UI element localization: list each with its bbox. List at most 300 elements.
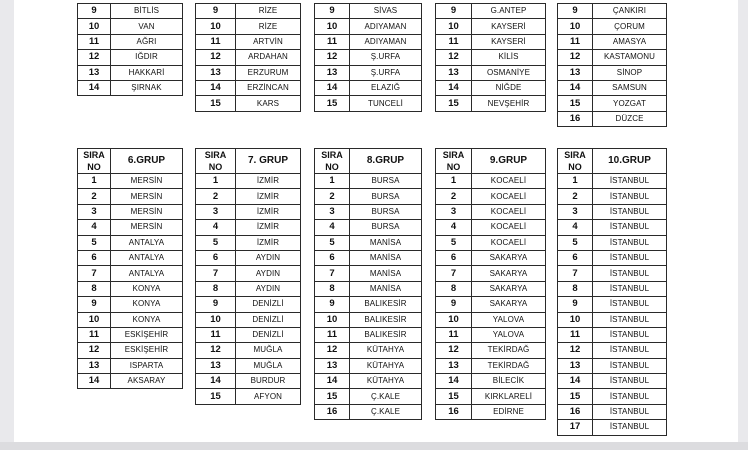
- row-number: 8: [315, 281, 350, 296]
- city-name: İSTANBUL: [593, 404, 667, 419]
- table-row: [558, 111, 667, 126]
- group-table-9: [435, 148, 546, 420]
- table-row: [558, 389, 667, 404]
- row-number: 5: [558, 235, 593, 250]
- row-number: 9: [196, 4, 236, 19]
- city-name: İSTANBUL: [593, 420, 667, 435]
- row-number: 2: [436, 189, 472, 204]
- table-row: [315, 80, 422, 95]
- table-row: [78, 65, 183, 80]
- table-row: [196, 204, 301, 219]
- city-name: KOCAELİ: [472, 174, 546, 189]
- row-number: 7: [315, 266, 350, 281]
- row-number: 6: [78, 250, 111, 265]
- row-number: 12: [436, 50, 472, 65]
- table-row: [558, 65, 667, 80]
- row-number: 12: [315, 50, 350, 65]
- page-bottom-edge: [0, 442, 748, 450]
- row-number: 12: [558, 50, 593, 65]
- row-number: 2: [558, 189, 593, 204]
- table-row: [558, 374, 667, 389]
- row-number: 9: [436, 297, 472, 312]
- row-number: 15: [558, 96, 593, 111]
- row-number: 13: [196, 358, 236, 373]
- city-name: İSTANBUL: [593, 343, 667, 358]
- sira-no-header: [315, 149, 350, 174]
- city-name: AYDIN: [236, 281, 301, 296]
- table-row: [78, 80, 183, 95]
- city-name: AFYON: [236, 389, 301, 404]
- group-rows: [315, 174, 422, 420]
- group-header: [436, 149, 546, 174]
- city-name: YOZGAT: [593, 96, 667, 111]
- table-row: [436, 189, 546, 204]
- group-title: 7. GRUP: [236, 149, 301, 174]
- group-rows: [315, 4, 422, 112]
- row-number: 8: [436, 281, 472, 296]
- city-name: KOCAELİ: [472, 220, 546, 235]
- table-row: [78, 266, 183, 281]
- row-number: 15: [196, 389, 236, 404]
- row-number: 6: [315, 250, 350, 265]
- group-rows: [558, 174, 667, 436]
- city-name: BURSA: [350, 204, 422, 219]
- city-name: DÜZCE: [593, 111, 667, 126]
- row-number: 12: [78, 343, 111, 358]
- table-row: [78, 235, 183, 250]
- row-number: 1: [196, 174, 236, 189]
- row-number: 11: [78, 327, 111, 342]
- city-name: İSTANBUL: [593, 281, 667, 296]
- city-name: MERSİN: [111, 220, 183, 235]
- city-name: DENİZLİ: [236, 327, 301, 342]
- row-number: 11: [436, 34, 472, 49]
- city-name: ELAZIĞ: [350, 80, 422, 95]
- table-row: [436, 96, 546, 111]
- row-number: 6: [196, 250, 236, 265]
- row-number: 15: [558, 389, 593, 404]
- city-name: BALIKESİR: [350, 297, 422, 312]
- row-number: 7: [78, 266, 111, 281]
- row-number: 10: [78, 19, 111, 34]
- table-row: [196, 297, 301, 312]
- row-number: 16: [558, 404, 593, 419]
- row-number: 10: [315, 312, 350, 327]
- table-row: [196, 312, 301, 327]
- table-row: [315, 96, 422, 111]
- city-name: MERSİN: [111, 174, 183, 189]
- row-number: 16: [558, 111, 593, 126]
- city-name: SAKARYA: [472, 297, 546, 312]
- no-label: NO: [325, 162, 339, 172]
- table-row: [315, 220, 422, 235]
- table-row: [558, 420, 667, 435]
- row-number: 2: [315, 189, 350, 204]
- table-row: [78, 4, 183, 19]
- row-number: 3: [558, 204, 593, 219]
- row-number: 6: [436, 250, 472, 265]
- table-row: [558, 404, 667, 419]
- row-number: 9: [196, 297, 236, 312]
- city-name: TEKİRDAĞ: [472, 343, 546, 358]
- sira-no-header: [196, 149, 236, 174]
- group-header: [315, 149, 422, 174]
- city-name: KİLİS: [472, 50, 546, 65]
- sira-no-header: [436, 149, 472, 174]
- row-number: 11: [558, 34, 593, 49]
- city-name: VAN: [111, 19, 183, 34]
- row-number: 3: [436, 204, 472, 219]
- city-name: İSTANBUL: [593, 220, 667, 235]
- group-table-top-1: [77, 3, 183, 96]
- city-name: SAKARYA: [472, 250, 546, 265]
- table-row: [558, 266, 667, 281]
- row-number: 9: [78, 4, 111, 19]
- table-row: [196, 96, 301, 111]
- sira-label: SIRA: [564, 150, 586, 160]
- city-name: KASTAMONU: [593, 50, 667, 65]
- row-number: 14: [315, 374, 350, 389]
- table-row: [78, 358, 183, 373]
- city-name: SAKARYA: [472, 266, 546, 281]
- city-name: RİZE: [236, 4, 301, 19]
- group-rows: [78, 4, 183, 96]
- row-number: 1: [78, 174, 111, 189]
- row-number: 15: [315, 96, 350, 111]
- row-number: 16: [436, 404, 472, 419]
- row-number: 14: [196, 374, 236, 389]
- table-row: [78, 374, 183, 389]
- city-name: ÇANKIRI: [593, 4, 667, 19]
- row-number: 14: [558, 80, 593, 95]
- city-name: IĞDIR: [111, 50, 183, 65]
- table-row: [558, 204, 667, 219]
- city-name: SAMSUN: [593, 80, 667, 95]
- city-name: KOCAELİ: [472, 235, 546, 250]
- row-number: 16: [315, 404, 350, 419]
- table-row: [78, 34, 183, 49]
- sira-no-header: [558, 149, 593, 174]
- city-name: ESKİŞEHİR: [111, 327, 183, 342]
- sira-label: SIRA: [204, 150, 227, 160]
- city-name: AKSARAY: [111, 374, 183, 389]
- city-name: İSTANBUL: [593, 389, 667, 404]
- city-name: BURSA: [350, 220, 422, 235]
- table-row: [315, 389, 422, 404]
- table-row: [558, 220, 667, 235]
- group-title: 6.GRUP: [111, 149, 183, 174]
- city-name: AĞRI: [111, 34, 183, 49]
- row-number: 10: [315, 19, 350, 34]
- table-row: [436, 4, 546, 19]
- table-row: [436, 266, 546, 281]
- row-number: 10: [558, 19, 593, 34]
- city-name: RİZE: [236, 19, 301, 34]
- city-name: ARDAHAN: [236, 50, 301, 65]
- table-row: [315, 343, 422, 358]
- city-name: BURDUR: [236, 374, 301, 389]
- row-number: 13: [196, 65, 236, 80]
- row-number: 4: [196, 220, 236, 235]
- row-number: 9: [315, 297, 350, 312]
- table-row: [315, 374, 422, 389]
- city-name: İZMİR: [236, 189, 301, 204]
- row-number: 8: [196, 281, 236, 296]
- city-name: EDİRNE: [472, 404, 546, 419]
- city-name: ERZURUM: [236, 65, 301, 80]
- no-label: NO: [568, 162, 582, 172]
- table-row: [315, 281, 422, 296]
- no-label: NO: [87, 162, 101, 172]
- city-name: İSTANBUL: [593, 312, 667, 327]
- city-name: MUĞLA: [236, 358, 301, 373]
- city-name: ADIYAMAN: [350, 34, 422, 49]
- city-name: İSTANBUL: [593, 374, 667, 389]
- row-number: 1: [436, 174, 472, 189]
- group-rows: [436, 174, 546, 420]
- sira-label: SIRA: [321, 150, 343, 160]
- city-name: HAKKARİ: [111, 65, 183, 80]
- row-number: 5: [315, 235, 350, 250]
- table-row: [196, 174, 301, 189]
- row-number: 12: [436, 343, 472, 358]
- table-row: [436, 312, 546, 327]
- table-row: [196, 220, 301, 235]
- city-name: BİLECİK: [472, 374, 546, 389]
- city-name: ISPARTA: [111, 358, 183, 373]
- table-row: [78, 250, 183, 265]
- city-name: İZMİR: [236, 204, 301, 219]
- row-number: 9: [558, 4, 593, 19]
- row-number: 5: [436, 235, 472, 250]
- row-number: 14: [78, 374, 111, 389]
- row-number: 15: [436, 96, 472, 111]
- group-table-top-2: [195, 3, 301, 112]
- table-row: [196, 374, 301, 389]
- city-name: KAYSERİ: [472, 34, 546, 49]
- city-name: MANİSA: [350, 281, 422, 296]
- table-row: [558, 19, 667, 34]
- group-rows: [196, 4, 301, 112]
- city-name: İSTANBUL: [593, 189, 667, 204]
- city-name: NEVŞEHİR: [472, 96, 546, 111]
- table-row: [196, 235, 301, 250]
- row-number: 11: [78, 34, 111, 49]
- row-number: 7: [196, 266, 236, 281]
- table-row: [315, 34, 422, 49]
- table-row: [558, 4, 667, 19]
- row-number: 13: [78, 358, 111, 373]
- row-number: 3: [315, 204, 350, 219]
- table-row: [78, 220, 183, 235]
- city-name: Ç.KALE: [350, 389, 422, 404]
- table-row: [436, 297, 546, 312]
- row-number: 11: [196, 34, 236, 49]
- city-name: İZMİR: [236, 220, 301, 235]
- row-number: 2: [78, 189, 111, 204]
- table-row: [315, 235, 422, 250]
- city-name: ÇORUM: [593, 19, 667, 34]
- row-number: 12: [78, 50, 111, 65]
- row-number: 3: [196, 204, 236, 219]
- city-name: BURSA: [350, 189, 422, 204]
- city-name: İSTANBUL: [593, 297, 667, 312]
- table-row: [196, 389, 301, 404]
- table-row: [196, 266, 301, 281]
- row-number: 1: [315, 174, 350, 189]
- row-number: 10: [436, 19, 472, 34]
- row-number: 11: [558, 327, 593, 342]
- row-number: 13: [558, 65, 593, 80]
- table-row: [436, 235, 546, 250]
- city-name: ARTVİN: [236, 34, 301, 49]
- row-number: 11: [315, 34, 350, 49]
- row-number: 7: [436, 266, 472, 281]
- group-title: 8.GRUP: [350, 149, 422, 174]
- city-name: BALIKESİR: [350, 327, 422, 342]
- row-number: 1: [558, 174, 593, 189]
- row-number: 15: [196, 96, 236, 111]
- table-row: [436, 404, 546, 419]
- table-row: [558, 281, 667, 296]
- city-name: KÜTAHYA: [350, 374, 422, 389]
- row-number: 7: [558, 266, 593, 281]
- table-row: [315, 312, 422, 327]
- city-name: YALOVA: [472, 327, 546, 342]
- table-row: [78, 343, 183, 358]
- group-rows: [436, 4, 546, 112]
- sira-label: SIRA: [442, 150, 465, 160]
- city-name: AMASYA: [593, 34, 667, 49]
- table-row: [436, 19, 546, 34]
- table-row: [436, 281, 546, 296]
- table-row: [315, 65, 422, 80]
- city-name: Ş.URFA: [350, 50, 422, 65]
- city-name: YALOVA: [472, 312, 546, 327]
- table-row: [315, 189, 422, 204]
- table-row: [558, 343, 667, 358]
- sira-no-header: [78, 149, 111, 174]
- table-row: [315, 404, 422, 419]
- city-name: ANTALYA: [111, 250, 183, 265]
- city-name: KARS: [236, 96, 301, 111]
- row-number: 12: [558, 343, 593, 358]
- row-number: 4: [436, 220, 472, 235]
- table-row: [315, 358, 422, 373]
- row-number: 4: [315, 220, 350, 235]
- row-number: 8: [558, 281, 593, 296]
- row-number: 11: [436, 327, 472, 342]
- table-row: [196, 250, 301, 265]
- city-name: BİTLİS: [111, 4, 183, 19]
- row-number: 9: [558, 297, 593, 312]
- row-number: 10: [196, 19, 236, 34]
- table-row: [558, 327, 667, 342]
- row-number: 2: [196, 189, 236, 204]
- city-name: İSTANBUL: [593, 174, 667, 189]
- table-row: [315, 266, 422, 281]
- row-number: 9: [436, 4, 472, 19]
- table-row: [558, 297, 667, 312]
- city-name: NİĞDE: [472, 80, 546, 95]
- table-row: [436, 220, 546, 235]
- table-row: [558, 80, 667, 95]
- table-row: [558, 312, 667, 327]
- row-number: 10: [558, 312, 593, 327]
- group-rows: [196, 174, 301, 405]
- group-table-6: [77, 148, 183, 389]
- table-row: [436, 50, 546, 65]
- table-row: [558, 235, 667, 250]
- city-name: AYDIN: [236, 250, 301, 265]
- city-name: İZMİR: [236, 174, 301, 189]
- city-name: ADIYAMAN: [350, 19, 422, 34]
- row-number: 15: [315, 389, 350, 404]
- row-number: 5: [78, 235, 111, 250]
- city-name: ANTALYA: [111, 235, 183, 250]
- city-name: Ç.KALE: [350, 404, 422, 419]
- table-row: [315, 297, 422, 312]
- table-row: [196, 327, 301, 342]
- city-name: MERSİN: [111, 204, 183, 219]
- table-row: [196, 65, 301, 80]
- table-row: [196, 358, 301, 373]
- city-name: SİVAS: [350, 4, 422, 19]
- table-row: [78, 327, 183, 342]
- group-table-8: [314, 148, 422, 420]
- row-number: 11: [196, 327, 236, 342]
- table-row: [436, 204, 546, 219]
- city-name: ŞIRNAK: [111, 80, 183, 95]
- row-number: 13: [436, 65, 472, 80]
- city-name: İSTANBUL: [593, 250, 667, 265]
- table-row: [196, 19, 301, 34]
- city-name: KIRKLARELİ: [472, 389, 546, 404]
- city-name: KÜTAHYA: [350, 343, 422, 358]
- city-name: MANİSA: [350, 266, 422, 281]
- city-name: DENİZLİ: [236, 297, 301, 312]
- row-number: 13: [315, 358, 350, 373]
- row-number: 10: [436, 312, 472, 327]
- row-number: 10: [196, 312, 236, 327]
- row-number: 8: [78, 281, 111, 296]
- city-name: KONYA: [111, 281, 183, 296]
- table-row: [78, 297, 183, 312]
- row-number: 17: [558, 420, 593, 435]
- city-name: İSTANBUL: [593, 327, 667, 342]
- city-name: MUĞLA: [236, 343, 301, 358]
- city-name: KOCAELİ: [472, 189, 546, 204]
- group-table-top-5: [557, 3, 667, 127]
- group-title: 9.GRUP: [472, 149, 546, 174]
- table-row: [558, 96, 667, 111]
- row-number: 4: [558, 220, 593, 235]
- row-number: 10: [78, 312, 111, 327]
- city-name: KONYA: [111, 312, 183, 327]
- city-name: İSTANBUL: [593, 235, 667, 250]
- row-number: 5: [196, 235, 236, 250]
- table-row: [78, 50, 183, 65]
- table-row: [436, 34, 546, 49]
- table-row: [436, 65, 546, 80]
- row-number: 11: [315, 327, 350, 342]
- row-number: 13: [315, 65, 350, 80]
- row-number: 9: [315, 4, 350, 19]
- city-name: ESKİŞEHİR: [111, 343, 183, 358]
- row-number: 13: [558, 358, 593, 373]
- city-name: ERZİNCAN: [236, 80, 301, 95]
- table-row: [315, 19, 422, 34]
